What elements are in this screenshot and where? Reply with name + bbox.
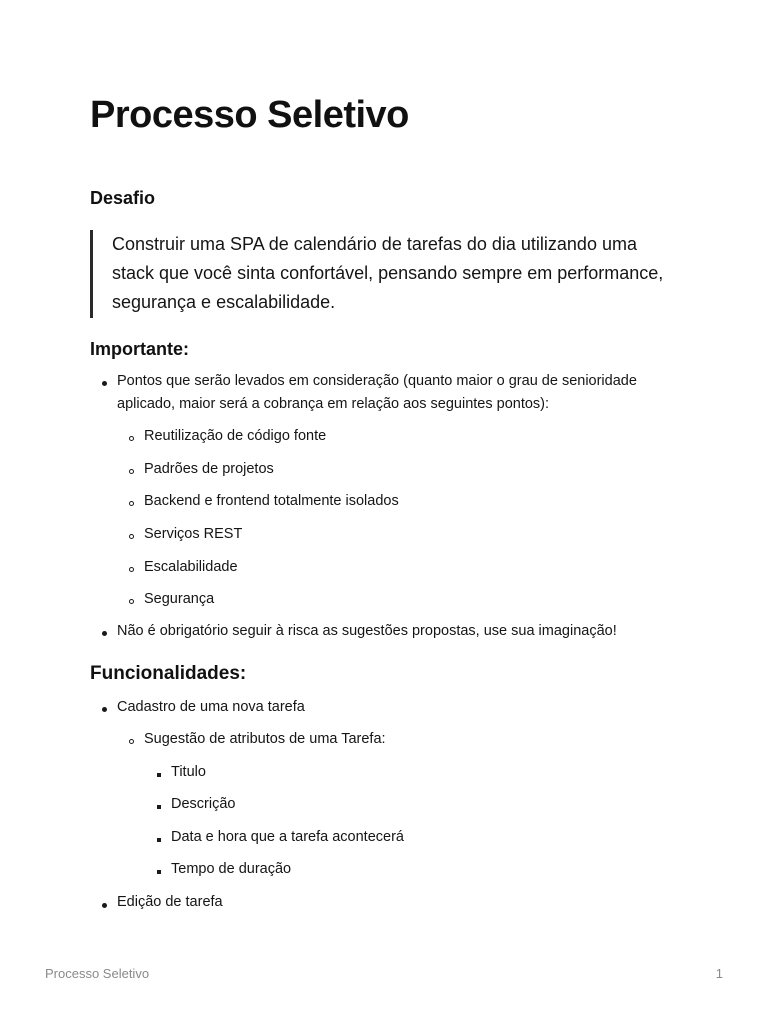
bullet-circle (129, 739, 134, 744)
list-item: Padrões de projetos (144, 461, 274, 477)
bullet-circle (129, 469, 134, 474)
list-item: Escalabilidade (144, 559, 238, 575)
bullet-disc (102, 381, 107, 386)
bullet-circle (129, 599, 134, 604)
bullet-circle (129, 501, 134, 506)
section-heading-importante: Importante: (90, 339, 189, 359)
bullet-disc (102, 903, 107, 908)
bullet-disc (102, 631, 107, 636)
list-item: Data e hora que a tarefa acontecerá (171, 829, 404, 845)
bullet-disc (102, 707, 107, 712)
page-number: 1 (715, 966, 723, 981)
bullet-square (157, 773, 161, 777)
challenge-quote: Construir uma SPA de calendário de tarefas do dia utilizando uma stack que você sinta confortável, pensando sempre em performance, segurança e escalabilidade. (90, 230, 680, 318)
list-item: Cadastro de uma nova tarefa (117, 699, 305, 715)
list-item: Reutilização de código fonte (144, 428, 327, 444)
list-item: Titulo (171, 764, 206, 780)
list-item: Backend e frontend totalmente isolados (144, 493, 399, 509)
bullet-circle (129, 534, 134, 539)
list-item: Pontos que serão levados em consideração (quanto maior o grau de senioridade aplicado, maior será a cobrança em relação aos seguintes pontos): (117, 373, 637, 412)
bullet-circle (129, 436, 134, 441)
list-item: Edição de tarefa (117, 894, 223, 910)
section-heading-funcionalidades: Funcionalidades: (90, 663, 247, 684)
list-item: Segurança (144, 591, 215, 607)
page-title: Processo Seletivo (90, 94, 409, 136)
list-item: Serviços REST (144, 526, 243, 542)
list-item: Descrição (171, 796, 236, 812)
section-heading-desafio: Desafio (90, 188, 156, 208)
list-item: Tempo de duração (171, 861, 292, 877)
bullet-square (157, 870, 161, 874)
bullet-circle (129, 567, 134, 572)
bullet-square (157, 838, 161, 842)
footer-title: Processo Seletivo (45, 966, 150, 981)
list-item: Não é obrigatório seguir à risca as sugestões propostas, use sua imaginação! (117, 623, 617, 639)
list-item: Sugestão de atributos de uma Tarefa: (144, 731, 386, 747)
bullet-square (157, 805, 161, 809)
